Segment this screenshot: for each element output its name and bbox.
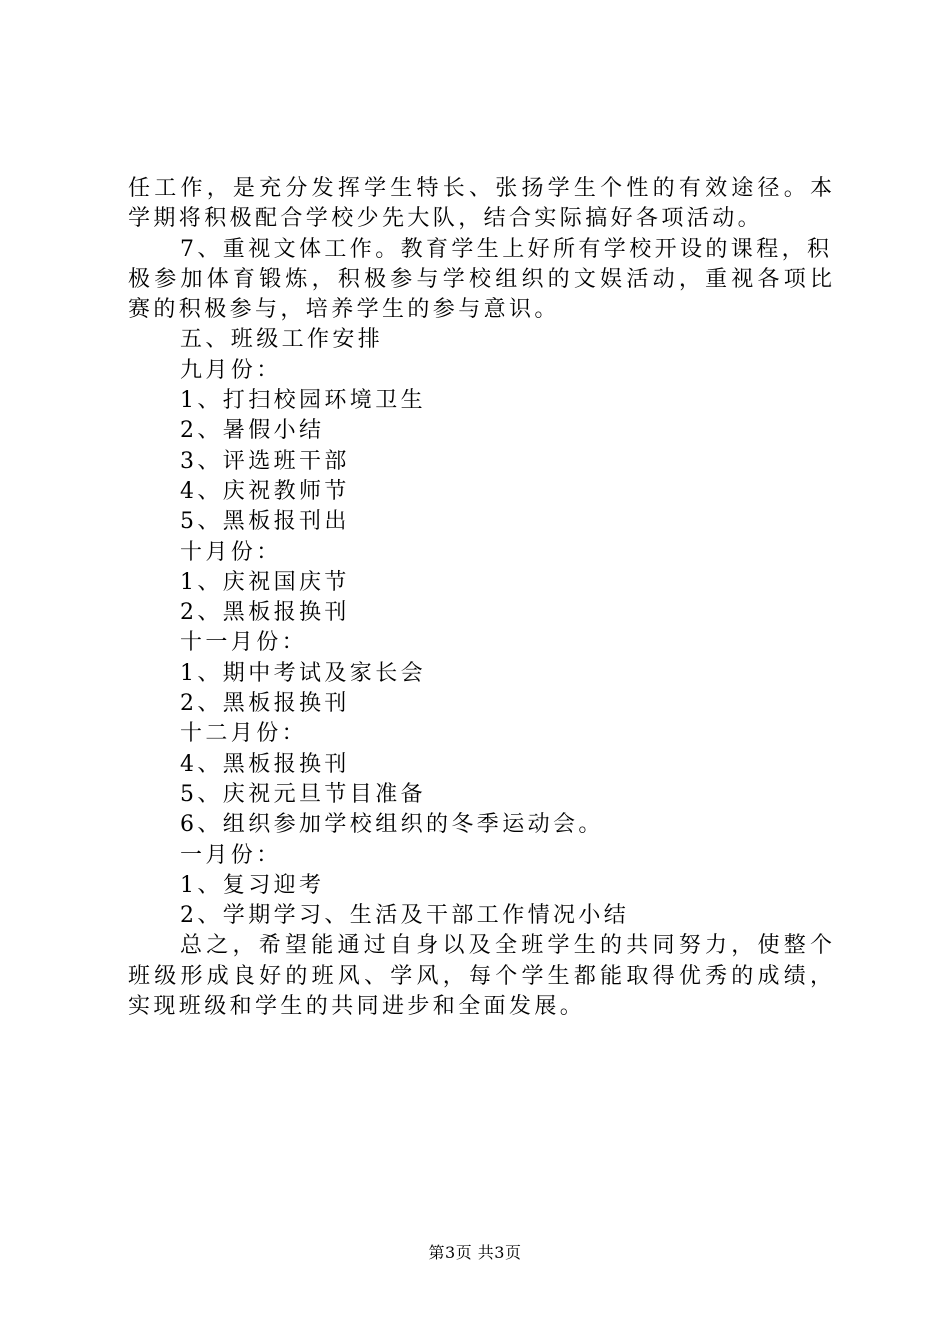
page-number: 第3页 共3页 xyxy=(428,1243,522,1262)
list-item: 2、暑假小结 xyxy=(180,418,325,444)
list-item: 5、黑板报刊出 xyxy=(180,509,350,535)
list-item: 1、复习迎考 xyxy=(180,872,325,898)
list-item: 4、黑板报换刊 xyxy=(180,751,350,777)
list-item: 1、打扫校园环境卫生 xyxy=(180,388,426,414)
list-item: 6、组织参加学校组织的冬季运动会。 xyxy=(180,812,604,838)
list-item: 5、庆祝元旦节目准备 xyxy=(180,781,426,807)
list-item: 2、黑板报换刊 xyxy=(180,691,350,717)
body-line: 学期将积极配合学校少先大队，结合实际搞好各项活动。 xyxy=(128,206,764,232)
list-item: 2、黑板报换刊 xyxy=(180,600,350,626)
body-line: 总之，希望能通过自身以及全班学生的共同努力，使整个 xyxy=(180,933,832,959)
body-line: 实现班级和学生的共同进步和全面发展。 xyxy=(128,994,586,1020)
month-heading: 十一月份： xyxy=(180,630,308,656)
section-heading: 五、班级工作安排 xyxy=(180,327,384,353)
document-body xyxy=(128,174,832,1022)
month-heading: 九月份： xyxy=(180,357,282,383)
body-line: 赛的积极参与，培养学生的参与意识。 xyxy=(128,297,560,323)
body-line: 7、重视文体工作。教育学生上好所有学校开设的课程，积 xyxy=(180,236,833,262)
list-item: 1、庆祝国庆节 xyxy=(180,569,350,595)
body-line: 极参加体育锻炼，积极参与学校组织的文娱活动，重视各项比 xyxy=(128,266,832,292)
month-heading: 十月份： xyxy=(180,539,282,565)
month-heading: 十二月份： xyxy=(180,721,308,747)
month-heading: 一月份： xyxy=(180,842,282,868)
list-item: 1、期中考试及家长会 xyxy=(180,660,426,686)
body-line: 班级形成良好的班风、学风，每个学生都能取得优秀的成绩， xyxy=(128,963,832,989)
list-item: 4、庆祝教师节 xyxy=(180,478,350,504)
list-item: 3、评选班干部 xyxy=(180,448,350,474)
list-item: 2、学期学习、生活及干部工作情况小结 xyxy=(180,903,630,929)
body-line: 任工作，是充分发挥学生特长、张扬学生个性的有效途径。本 xyxy=(128,176,832,201)
